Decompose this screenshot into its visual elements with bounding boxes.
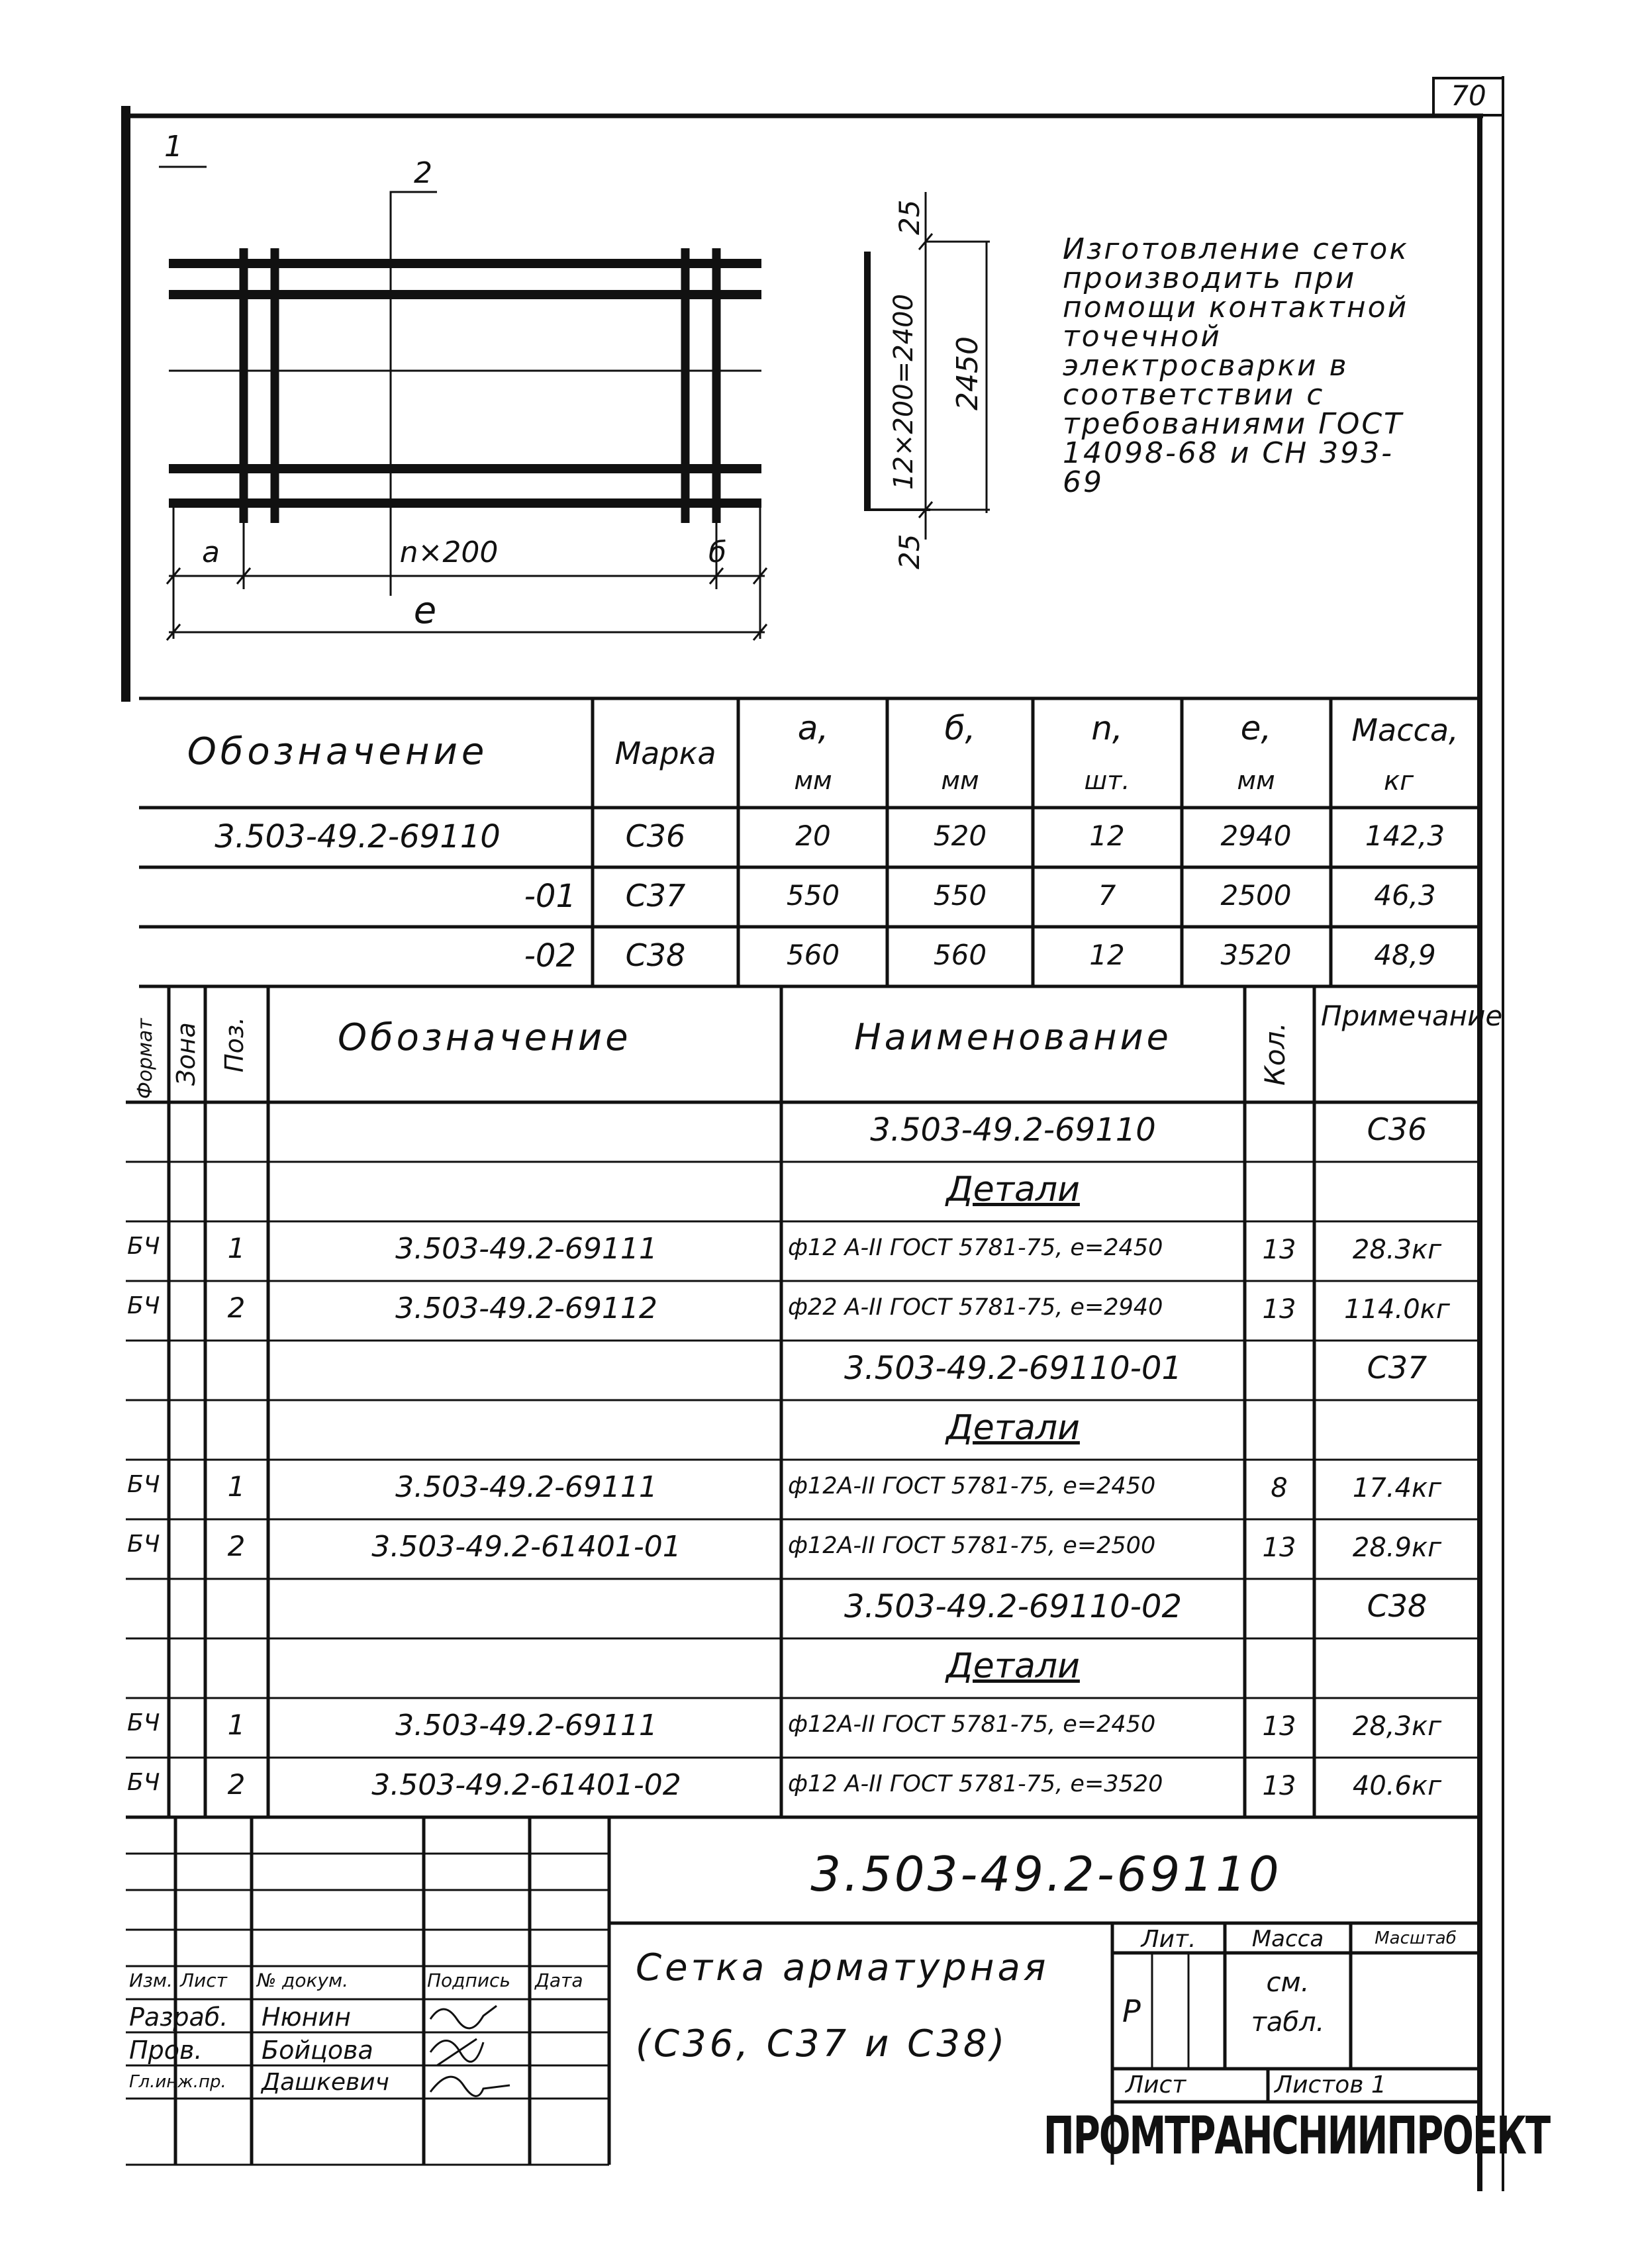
dim-middle-label: 12×200=2400 xyxy=(889,293,919,490)
marks-row-mark: С37 xyxy=(625,878,686,914)
spec-row-name: 3.503-49.2-69110-01 xyxy=(844,1350,1183,1387)
spec-header-format: Формат xyxy=(134,1018,157,1099)
spec-row-qty: 8 xyxy=(1271,1473,1288,1503)
tb-role: Разраб. xyxy=(129,2003,228,2032)
spec-row-qty: 13 xyxy=(1262,1771,1296,1801)
marks-header-mark: Марка xyxy=(614,735,716,771)
spec-row-qty: 13 xyxy=(1262,1533,1296,1563)
spec-row-pos: 1 xyxy=(227,1709,246,1741)
marks-row-mark: С36 xyxy=(625,818,686,854)
welding-note: Изготовление сеток производить при помощи контактной точечной электросварки в соответствии с требованиями ГОСТ 14098-68 и СН 393-69 xyxy=(1063,232,1409,499)
marks-row-n: 12 xyxy=(1089,939,1125,971)
marks-row-b: 560 xyxy=(933,939,987,971)
marks-row-mass: 46,3 xyxy=(1374,879,1436,912)
marks-header-n-unit: шт. xyxy=(1084,766,1130,795)
tb-person: Дашкевич xyxy=(262,2069,389,2096)
marks-row-b: 520 xyxy=(933,820,987,852)
spec-row-name: 3.503-49.2-69110 xyxy=(870,1111,1156,1149)
marks-row-a: 560 xyxy=(786,939,840,971)
spec-row-qty: 13 xyxy=(1262,1294,1296,1325)
dim-e-label: e xyxy=(413,589,437,632)
marks-row-e: 2500 xyxy=(1220,879,1292,912)
dim-total-label: 2450 xyxy=(951,336,985,410)
spec-row-format: БЧ xyxy=(127,1471,160,1498)
spec-header-zone: Зона xyxy=(171,1022,201,1086)
mesh-longitudinal-bars xyxy=(169,263,761,503)
tb-role: Гл.инж.пр. xyxy=(129,2072,226,2092)
marks-row-mass: 142,3 xyxy=(1365,820,1445,852)
marks-row-a: 20 xyxy=(795,820,831,852)
doc-number: 3.503-49.2-69110 xyxy=(810,1846,1282,1902)
marks-header-n: n, xyxy=(1091,709,1123,747)
signature-scribbles xyxy=(430,2006,510,2096)
marks-header-designation: Обозначение xyxy=(187,730,489,773)
mesh-transverse-bars xyxy=(244,248,716,523)
spec-row-note: 28,3кг xyxy=(1352,1711,1442,1742)
dim-top-label: 25 xyxy=(893,199,926,235)
spec-header-qty: Кол. xyxy=(1259,1022,1291,1086)
dim-a-label: a xyxy=(202,536,220,569)
tb-person: Бойцова xyxy=(262,2036,373,2065)
marks-row-e: 3520 xyxy=(1220,939,1292,971)
tb-col-date: Дата xyxy=(535,1969,583,1991)
spec-row-note: С36 xyxy=(1367,1111,1427,1147)
spec-row-qty: 13 xyxy=(1262,1711,1296,1742)
spec-row-name: ф12А-II ГОСТ 5781-75, e=2450 xyxy=(788,1711,1156,1738)
spec-row-name: Детали xyxy=(946,1170,1080,1209)
spec-row-pos: 1 xyxy=(227,1470,246,1503)
spec-header-name: Наименование xyxy=(854,1016,1172,1058)
tb-col-list: Лист xyxy=(180,1969,227,1991)
spec-row-designation: 3.503-49.2-69111 xyxy=(395,1709,657,1742)
spec-header-pos: Поз. xyxy=(220,1016,249,1072)
spec-row-designation: 3.503-49.2-61401-01 xyxy=(371,1530,681,1564)
spec-table-grid xyxy=(126,986,1503,1817)
marks-header-a-unit: мм xyxy=(794,766,832,795)
spec-header-designation: Обозначение xyxy=(338,1016,632,1059)
spec-row-name: ф12А-II ГОСТ 5781-75, e=2450 xyxy=(788,1473,1156,1499)
spec-row-note: 17.4кг xyxy=(1352,1473,1442,1503)
spec-row-name: ф12 А-II ГОСТ 5781-75, e=2450 xyxy=(788,1235,1163,1261)
spec-row-name: Детали xyxy=(946,1408,1080,1448)
title-line-2: (С36, С37 и С38) xyxy=(636,2022,1008,2065)
spec-row-note: С37 xyxy=(1367,1350,1427,1386)
marks-row-n: 7 xyxy=(1098,879,1116,912)
spec-row-name: ф12 А-II ГОСТ 5781-75, e=3520 xyxy=(788,1771,1163,1797)
marks-row-designation: 3.503-49.2-69110 xyxy=(215,818,501,855)
tb-col-sign: Подпись xyxy=(427,1969,510,1991)
dim-bottom-label: 25 xyxy=(893,534,926,569)
spec-row-note: 114.0кг xyxy=(1344,1294,1450,1325)
marks-header-e: e, xyxy=(1240,709,1272,747)
marks-header-e-unit: мм xyxy=(1237,766,1275,795)
spec-row-note: 28.3кг xyxy=(1352,1235,1442,1265)
marks-row-designation: -01 xyxy=(524,878,576,915)
marks-row-a: 550 xyxy=(786,879,840,912)
tb-col-izm: Изм. xyxy=(129,1969,173,1991)
spec-row-designation: 3.503-49.2-61401-02 xyxy=(371,1768,681,1802)
spec-row-pos: 2 xyxy=(227,1530,246,1562)
spec-row-name: Детали xyxy=(946,1646,1080,1686)
tb-sheet-label: Лист xyxy=(1126,2071,1186,2099)
spec-row-pos: 1 xyxy=(227,1232,246,1264)
signature-dashkevich xyxy=(430,2077,510,2096)
tb-col-doc: № докум. xyxy=(257,1969,349,1991)
tb-scale-label: Масштаб xyxy=(1375,1928,1457,1948)
spec-row-designation: 3.503-49.2-69111 xyxy=(395,1470,657,1504)
tb-mass-value-1: см. xyxy=(1266,1967,1310,1998)
bottom-dimension-lines xyxy=(167,506,767,640)
marks-header-a: a, xyxy=(797,709,829,747)
sheet-number: 70 xyxy=(1451,79,1486,112)
leader-label-2: 2 xyxy=(414,156,432,190)
spec-row-designation: 3.503-49.2-69111 xyxy=(395,1232,657,1266)
spec-row-name: ф22 А-II ГОСТ 5781-75, e=2940 xyxy=(788,1294,1163,1321)
tb-sheets-label: Листов 1 xyxy=(1275,2071,1386,2099)
marks-row-mark: С38 xyxy=(625,937,686,973)
spec-row-format: БЧ xyxy=(127,1769,160,1796)
spec-row-format: БЧ xyxy=(127,1709,160,1736)
spec-header-note: Примечание xyxy=(1321,1000,1503,1032)
marks-header-b-unit: мм xyxy=(941,766,979,795)
marks-header-mass: Масса, xyxy=(1351,712,1459,748)
spec-row-note: 40.6кг xyxy=(1352,1771,1442,1801)
spec-row-name: 3.503-49.2-69110-02 xyxy=(844,1588,1183,1625)
dim-b-label: б xyxy=(708,536,727,569)
view-label: 1 xyxy=(164,130,183,164)
company-name: ПРОМТРАНСНИИПРОЕКТ xyxy=(1043,2106,1550,2167)
marks-row-b: 550 xyxy=(933,879,987,912)
tb-role: Пров. xyxy=(129,2036,203,2065)
signature-boitsova xyxy=(430,2039,483,2065)
spec-row-note: 28.9кг xyxy=(1352,1533,1442,1563)
spec-row-qty: 13 xyxy=(1262,1235,1296,1265)
marks-header-mass-unit: кг xyxy=(1384,766,1414,796)
marks-row-designation: -02 xyxy=(524,937,576,974)
tb-lit-label: Лит. xyxy=(1141,1926,1196,1953)
tb-person: Нюнин xyxy=(262,2003,351,2032)
tb-mass-value-2: табл. xyxy=(1251,2007,1325,2038)
spec-row-name: ф12А-II ГОСТ 5781-75, e=2500 xyxy=(788,1533,1156,1559)
spec-row-designation: 3.503-49.2-69112 xyxy=(395,1292,657,1325)
spec-row-format: БЧ xyxy=(127,1531,160,1558)
dim-n-label: n×200 xyxy=(399,536,499,569)
spec-row-format: БЧ xyxy=(127,1233,160,1260)
title-line-1: Сетка арматурная xyxy=(636,1946,1049,1989)
marks-row-e: 2940 xyxy=(1220,820,1292,852)
signature-nyunin xyxy=(430,2006,497,2028)
spec-row-pos: 2 xyxy=(227,1292,246,1324)
tb-lit-value: Р xyxy=(1122,1993,1141,2029)
tb-mass-label: Масса xyxy=(1251,1926,1324,1952)
marks-row-mass: 48,9 xyxy=(1374,939,1436,971)
spec-row-pos: 2 xyxy=(227,1768,246,1801)
marks-row-n: 12 xyxy=(1089,820,1125,852)
marks-header-b: б, xyxy=(944,709,976,747)
spec-row-format: БЧ xyxy=(127,1292,160,1319)
spec-row-note: С38 xyxy=(1367,1588,1427,1624)
